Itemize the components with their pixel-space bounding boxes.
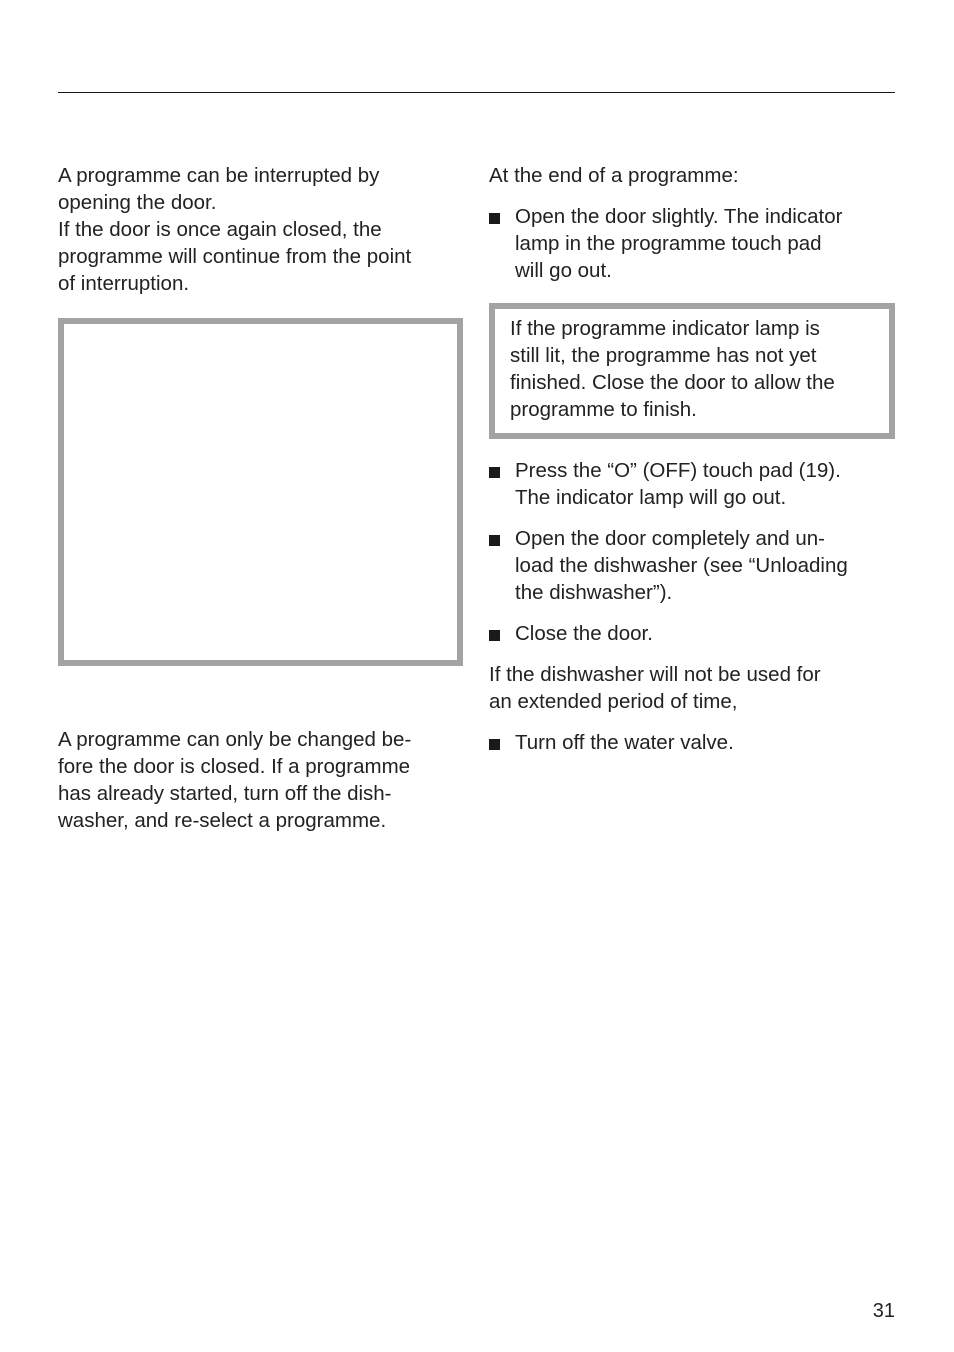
bullet-square-icon: [489, 467, 500, 478]
text-line: opening the door.: [58, 191, 217, 214]
header-rule: [58, 92, 895, 93]
bullet-square-icon: [489, 213, 500, 224]
bullet-water-valve: [489, 729, 895, 756]
text-line: Press the “O” (OFF) touch pad (19).: [515, 459, 841, 482]
text-line: A programme can only be changed be-: [58, 728, 412, 751]
bullet-open-door-slightly: [489, 203, 895, 284]
bullet-square-icon: [489, 739, 500, 750]
bullet-square-icon: [489, 535, 500, 546]
text-line: has already started, turn off the dish-: [58, 782, 392, 805]
right-column: [489, 162, 895, 756]
text-line: programme will continue from the point: [58, 245, 412, 268]
text-line: finished. Close the door to allow the: [510, 371, 835, 394]
text-line: the dishwasher”).: [515, 581, 673, 604]
bullet-square-icon: [489, 630, 500, 641]
text-line: still lit, the programme has not yet: [510, 344, 817, 367]
text-line: A programme can be interrupted by: [58, 164, 380, 187]
left-column: [58, 162, 468, 834]
text-line: If the programme indicator lamp is: [510, 317, 820, 340]
text-line: of interruption.: [58, 272, 190, 295]
text-line: At the end of a programme:: [489, 164, 739, 187]
bullet-close-door: [489, 620, 895, 647]
text-line: Close the door.: [515, 622, 653, 645]
text-line: an extended period of time,: [489, 690, 738, 713]
bullet-press-off: [489, 457, 895, 511]
text-line: lamp in the programme touch pad: [515, 232, 822, 255]
extended-period-paragraph: [489, 661, 895, 715]
end-of-programme-intro: [489, 162, 895, 189]
text-line: will go out.: [515, 259, 612, 282]
change-programme-paragraph: [58, 726, 468, 834]
blank-framed-box: [58, 318, 463, 666]
text-line: Turn off the water valve.: [515, 731, 734, 754]
text-line: If the door is once again closed, the: [58, 218, 382, 241]
page-number: 31: [872, 1300, 895, 1322]
text-line: If the dishwasher will not be used for: [489, 663, 821, 686]
text-line: fore the door is closed. If a programme: [58, 755, 411, 778]
text-line: Open the door slightly. The indicator: [515, 205, 843, 228]
bullet-unload-dishwasher: [489, 525, 895, 606]
text-line: washer, and re-select a programme.: [58, 809, 387, 832]
note-box: [489, 303, 895, 439]
text-line: programme to finish.: [510, 398, 697, 421]
text-line: Open the door completely and un-: [515, 527, 825, 550]
text-line: The indicator lamp will go out.: [515, 486, 787, 509]
text-line: load the dishwasher (see “Unloading: [515, 554, 848, 577]
interrupt-paragraph: [58, 162, 468, 297]
